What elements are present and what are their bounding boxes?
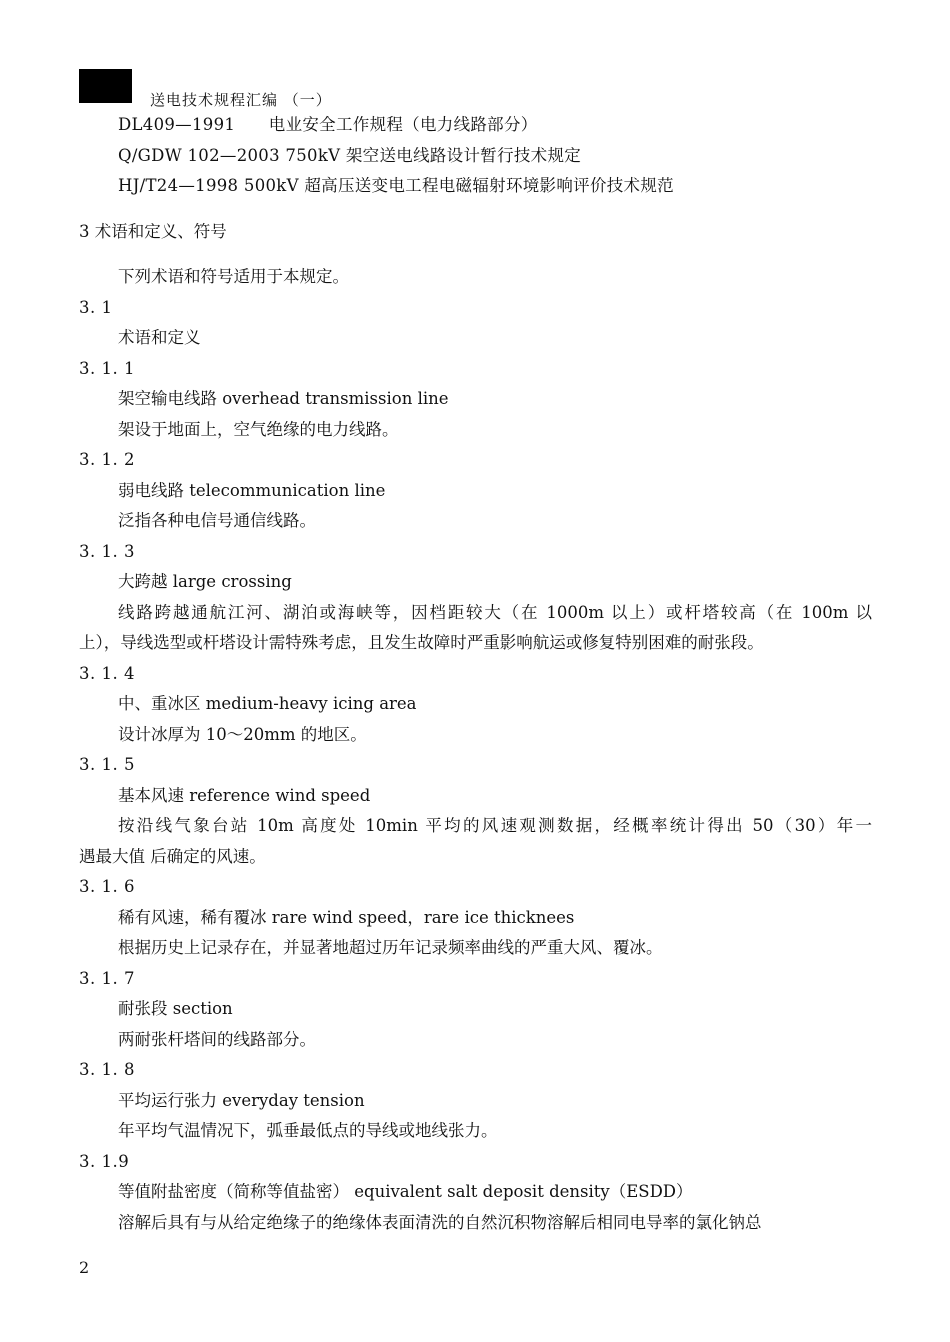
subsection-number: 3. 1	[79, 298, 113, 317]
term-definition: 按沿线气象台站 10m 高度处 10min 平均的风速观测数据，经概率统计得出 50（30）年一	[118, 816, 872, 835]
term-definition: 泛指各种电信号通信线路。	[118, 511, 316, 530]
term-definition: 架设于地面上，空气绝缘的电力线路。	[118, 420, 399, 439]
reference-line: Q/GDW 102—2003 750kV 架空送电线路设计暂行技术规定	[118, 146, 582, 165]
term-title: 弱电线路 telecommunication line	[118, 481, 386, 500]
term-title: 中、重冰区 medium-heavy icing area	[118, 694, 417, 713]
term-number: 3. 1. 4	[79, 664, 135, 683]
term-title: 稀有风速，稀有覆冰 rare wind speed，rare ice thicknees	[118, 908, 575, 927]
term-number: 3. 1. 2	[79, 450, 135, 469]
header-black-block	[79, 69, 132, 103]
term-definition: 线路跨越通航江河、湖泊或海峡等，因档距较大（在 1000m 以上）或杆塔较高（在 100m 以	[118, 603, 872, 622]
term-definition: 溶解后具有与从给定绝缘子的绝缘体表面清洗的自然沉积物溶解后相同电导率的氯化钠总	[118, 1213, 762, 1232]
term-title: 等值附盐密度（简称等值盐密） equivalent salt deposit density（ESDD）	[118, 1182, 693, 1201]
term-number: 3. 1.9	[79, 1152, 130, 1171]
reference-line: DL409—1991 电业安全工作规程（电力线路部分）	[118, 115, 538, 134]
term-number: 3. 1. 5	[79, 755, 135, 774]
term-definition: 年平均气温情况下，弧垂最低点的导线或地线张力。	[118, 1121, 498, 1140]
section-intro: 下列术语和符号适用于本规定。	[118, 267, 349, 286]
running-header: 送电技术规程汇编 （一）	[150, 91, 332, 109]
term-number: 3. 1. 8	[79, 1060, 135, 1079]
term-number: 3. 1. 6	[79, 877, 135, 896]
page-number: 2	[79, 1258, 90, 1277]
term-title: 大跨越 large crossing	[118, 572, 292, 591]
term-definition: 两耐张杆塔间的线路部分。	[118, 1030, 316, 1049]
term-number: 3. 1. 3	[79, 542, 135, 561]
subsection-title: 术语和定义	[118, 328, 201, 347]
reference-line: HJ/T24—1998 500kV 超高压送变电工程电磁辐射环境影响评价技术规范	[118, 176, 674, 195]
term-definition: 设计冰厚为 10～20mm 的地区。	[118, 725, 367, 744]
term-title: 耐张段 section	[118, 999, 233, 1018]
term-title: 基本风速 reference wind speed	[118, 786, 371, 805]
term-definition: 遇最大值 后确定的风速。	[79, 847, 266, 866]
term-number: 3. 1. 1	[79, 359, 135, 378]
term-definition: 上），导线选型或杆塔设计需特殊考虑，且发生故障时严重影响航运或修复特别困难的耐张段。	[79, 633, 764, 652]
term-title: 架空输电线路 overhead transmission line	[118, 389, 449, 408]
term-title: 平均运行张力 everyday tension	[118, 1091, 365, 1110]
term-number: 3. 1. 7	[79, 969, 135, 988]
section-heading: 3 术语和定义、符号	[79, 222, 227, 241]
term-definition: 根据历史上记录存在，并显著地超过历年记录频率曲线的严重大风、覆冰。	[118, 938, 663, 957]
